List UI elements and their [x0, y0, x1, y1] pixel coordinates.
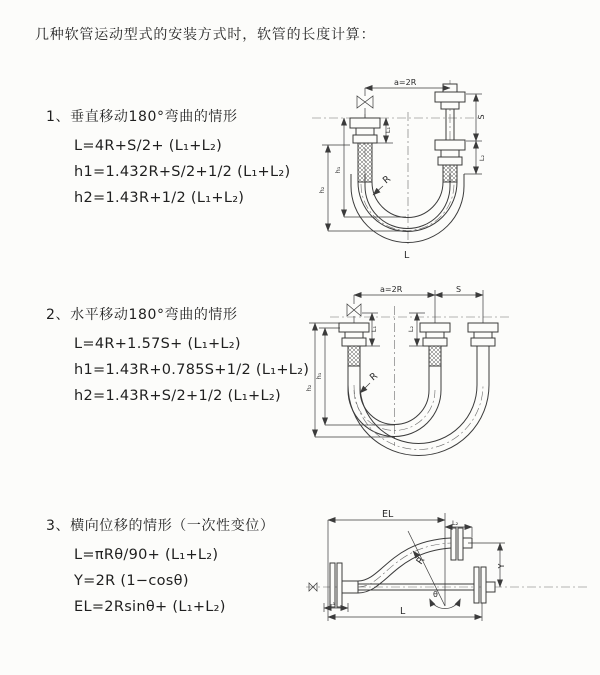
dimension-l — [328, 603, 482, 621]
formula-line: h2=1.43R+1/2 (L₁+L₂) — [74, 190, 245, 206]
dim-label-h1: h₁ — [334, 166, 342, 174]
dimension-s — [466, 94, 486, 141]
dim-label-a2r: a=2R — [394, 78, 417, 87]
dim-label-l1: L₁ — [370, 325, 378, 333]
dim-label-s: S — [456, 285, 462, 294]
dim-label-theta: θ — [433, 590, 438, 599]
right-flange-connector — [468, 323, 498, 346]
dim-label-el: EL — [382, 509, 394, 520]
dim-label-a2r: a=2R — [380, 285, 403, 294]
inlet-valve-icon — [347, 295, 361, 323]
formula-line: h2=1.43R+S/2+1/2 (L₁+L₂) — [74, 388, 281, 404]
upper-right-flange-connector — [451, 528, 472, 560]
dim-label-l2: L₂ — [407, 325, 415, 333]
dim-label-l2: L₂ — [478, 154, 486, 162]
section-3 — [46, 515, 316, 620]
dim-label-h1: h₁ — [315, 372, 323, 380]
displaced-hose-s-curve — [358, 538, 451, 593]
dim-label-r: R — [380, 173, 393, 187]
lower-right-flange-connector — [474, 567, 495, 603]
section-2-heading: 2、水平移动180°弯曲的情形 — [46, 307, 238, 323]
section-1-heading: 1、垂直移动180°弯曲的情形 — [46, 109, 238, 125]
bend-construction-lines — [408, 513, 445, 606]
formula-line: L=πRθ/90+ (L₁+L₂) — [74, 547, 219, 563]
dim-label-l: L — [400, 606, 406, 617]
radius-leader — [373, 173, 393, 195]
page-title: 几种软管运动型式的安装方式时，软管的长度计算： — [35, 27, 376, 43]
hose-u-bend — [351, 174, 464, 243]
dim-label-r: R — [414, 554, 428, 567]
dimension-l1 — [324, 599, 348, 612]
formula-line: L=4R+1.57S+ (L₁+L₂) — [74, 336, 241, 352]
section-2 — [46, 304, 316, 409]
section-1 — [46, 106, 316, 211]
dimension-l2 — [464, 141, 486, 174]
left-flange-connector — [339, 323, 369, 366]
diagram-horizontal-travel-180-bend — [300, 280, 568, 460]
inlet-valve-icon — [357, 88, 373, 118]
middle-flange-connector — [420, 323, 450, 366]
radius-leader — [360, 370, 380, 393]
dim-label-s: S — [477, 114, 486, 120]
hose-u-bend-positions — [348, 346, 489, 456]
dim-label-l1: L₁ — [384, 126, 392, 134]
dim-label-l2: L₂ — [452, 519, 459, 527]
dimension-a-2r — [365, 78, 450, 88]
formula-line: EL=2Rsinθ+ (L₁+L₂) — [74, 599, 226, 615]
formula-line: h1=1.43R+0.785S+1/2 (L₁+L₂) — [74, 362, 310, 378]
dim-label-h2: h₂ — [318, 186, 326, 194]
dimension-s — [435, 285, 483, 295]
dim-label-l1: L₁ — [329, 599, 336, 607]
left-flange-connector — [350, 118, 380, 182]
dim-label-l: L — [404, 250, 410, 261]
diagram-lateral-displacement — [300, 505, 595, 655]
formula-line: L=4R+S/2+ (L₁+L₂) — [74, 138, 223, 154]
diagram-vertical-travel-180-bend — [298, 70, 538, 268]
dim-label-r: R — [367, 370, 380, 384]
dim-label-h2: h₂ — [305, 384, 313, 392]
section-3-heading: 3、横向位移的情形（一次性变位） — [46, 518, 275, 534]
formula-line: h1=1.432R+S/2+1/2 (L₁+L₂) — [74, 164, 291, 180]
dimension-el — [328, 509, 445, 621]
dim-label-y: Y — [497, 563, 506, 569]
formula-line: Y=2R (1−cosθ) — [74, 573, 189, 589]
